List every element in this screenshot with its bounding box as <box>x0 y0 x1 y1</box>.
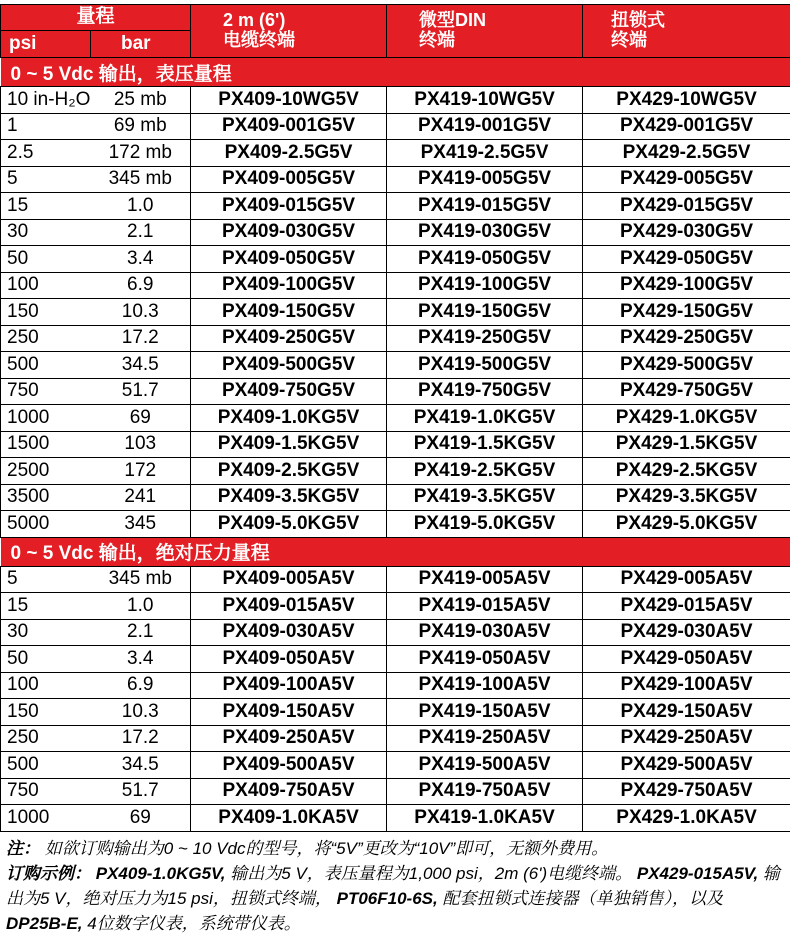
table-header <box>1 5 790 58</box>
din-model-cell: PX419-100G5V <box>387 272 583 299</box>
twist-model-cell: PX429-150G5V <box>583 299 790 326</box>
twist-model-cell: PX429-100A5V <box>583 672 790 699</box>
example-model-3: PT06F10-6S, <box>336 888 438 908</box>
section-header-row <box>1 537 790 566</box>
din-model-cell: PX419-050G5V <box>387 246 583 273</box>
psi-cell: 50 <box>1 646 91 673</box>
cable-model-cell: PX409-1.0KG5V <box>191 405 387 432</box>
cable-model-cell: PX409-050A5V <box>191 646 387 673</box>
bar-cell: 345 mb <box>91 566 191 593</box>
din-termination-header <box>387 5 583 58</box>
twist-model-cell: PX429-5.0KG5V <box>583 511 790 538</box>
twist-model-cell: PX429-015G5V <box>583 193 790 220</box>
cable-model-cell: PX409-10WG5V <box>191 87 387 114</box>
twist-model-cell: PX429-2.5KG5V <box>583 458 790 485</box>
section-title: 0 ~ 5 Vdc 输出，绝对压力量程 <box>1 537 790 566</box>
example-text-3: 配套扭锁式连接器（单独销售），以及 <box>442 888 723 908</box>
table-row <box>1 431 790 458</box>
table-row <box>1 299 790 326</box>
psi-cell: 100 <box>1 672 91 699</box>
twist-model-cell: PX429-500A5V <box>583 752 790 779</box>
twist-model-cell: PX429-10WG5V <box>583 87 790 114</box>
table-row <box>1 140 790 167</box>
psi-cell: 150 <box>1 699 91 726</box>
psi-cell: 1000 <box>1 405 91 432</box>
din-model-cell: PX419-005A5V <box>387 566 583 593</box>
bar-cell: 2.1 <box>91 219 191 246</box>
din-model-cell: PX419-750A5V <box>387 778 583 805</box>
bar-cell: 241 <box>91 484 191 511</box>
cable-model-cell: PX409-100A5V <box>191 672 387 699</box>
example-text-2: 输出为5 V，绝对压力为15 psi，扭锁式终端， <box>6 863 780 908</box>
din-model-cell: PX419-250A5V <box>387 725 583 752</box>
psi-cell: 5 <box>1 166 91 193</box>
bar-cell: 172 <box>91 458 191 485</box>
psi-cell: 3500 <box>1 484 91 511</box>
cable-model-cell: PX409-030A5V <box>191 619 387 646</box>
table-row <box>1 566 790 593</box>
table-row <box>1 672 790 699</box>
bar-cell: 2.1 <box>91 619 191 646</box>
bar-cell: 1.0 <box>91 593 191 620</box>
din-model-cell: PX419-050A5V <box>387 646 583 673</box>
bar-cell: 3.4 <box>91 646 191 673</box>
example-model-1: PX409-1.0KG5V, <box>95 863 226 883</box>
example-model-2: PX429-015A5V, <box>636 863 759 883</box>
din-model-cell: PX419-1.0KA5V <box>387 805 583 832</box>
psi-cell: 150 <box>1 299 91 326</box>
table-row <box>1 593 790 620</box>
din-model-cell: PX419-3.5KG5V <box>387 484 583 511</box>
psi-cell: 5000 <box>1 511 91 538</box>
table-row <box>1 352 790 379</box>
psi-cell: 2500 <box>1 458 91 485</box>
cable-model-cell: PX409-1.5KG5V <box>191 431 387 458</box>
bar-cell: 172 mb <box>91 140 191 167</box>
bar-cell: 34.5 <box>91 752 191 779</box>
bar-cell: 103 <box>91 431 191 458</box>
din-model-cell: PX419-100A5V <box>387 672 583 699</box>
table-row <box>1 646 790 673</box>
cable-model-cell: PX409-500G5V <box>191 352 387 379</box>
din-model-cell: PX419-015G5V <box>387 193 583 220</box>
order-example <box>6 861 784 936</box>
twist-model-cell: PX429-1.5KG5V <box>583 431 790 458</box>
bar-cell: 51.7 <box>91 378 191 405</box>
twist-model-cell: PX429-1.0KA5V <box>583 805 790 832</box>
din-model-cell: PX419-10WG5V <box>387 87 583 114</box>
twist-model-cell: PX429-250G5V <box>583 325 790 352</box>
cable-model-cell: PX409-015G5V <box>191 193 387 220</box>
din-header-line2: 终端 <box>419 30 456 50</box>
psi-cell: 10 in-H₂O <box>1 87 91 114</box>
din-model-cell: PX419-2.5KG5V <box>387 458 583 485</box>
twist-header-line1: 扭锁式 <box>611 10 666 30</box>
cable-model-cell: PX409-150G5V <box>191 299 387 326</box>
twist-model-cell: PX429-1.0KG5V <box>583 405 790 432</box>
bar-cell: 3.4 <box>91 246 191 273</box>
table-row <box>1 511 790 538</box>
cable-model-cell: PX409-001G5V <box>191 113 387 140</box>
bar-cell: 6.9 <box>91 272 191 299</box>
psi-header: psi <box>1 31 91 58</box>
cable-model-cell: PX409-005G5V <box>191 166 387 193</box>
twist-model-cell: PX429-050A5V <box>583 646 790 673</box>
din-model-cell: PX419-150A5V <box>387 699 583 726</box>
example-text-1: 输出为5 V，表压量程为1,000 psi，2m (6')电缆终端。 <box>230 863 633 883</box>
bar-cell: 1.0 <box>91 193 191 220</box>
cable-header-line2: 电缆终端 <box>223 30 296 50</box>
twist-model-cell: PX429-250A5V <box>583 725 790 752</box>
table-row <box>1 484 790 511</box>
twist-model-cell: PX429-3.5KG5V <box>583 484 790 511</box>
note-text: 如欲订购输出为0 ~ 10 Vdc的型号，将“5V”更改为“10V”即可，无额外费用。 <box>44 838 609 858</box>
psi-cell: 750 <box>1 778 91 805</box>
bar-cell: 69 <box>91 405 191 432</box>
twist-lock-termination-header <box>583 5 790 58</box>
bar-cell: 51.7 <box>91 778 191 805</box>
section-header-row <box>1 58 790 87</box>
psi-cell: 2.5 <box>1 140 91 167</box>
bar-cell: 17.2 <box>91 725 191 752</box>
twist-model-cell: PX429-005G5V <box>583 166 790 193</box>
example-model-4: DP25B-E, <box>6 913 83 933</box>
model-table <box>0 4 790 832</box>
din-model-cell: PX419-500A5V <box>387 752 583 779</box>
twist-model-cell: PX429-030G5V <box>583 219 790 246</box>
table-row <box>1 325 790 352</box>
cable-model-cell: PX409-2.5KG5V <box>191 458 387 485</box>
table-row <box>1 113 790 140</box>
psi-cell: 500 <box>1 352 91 379</box>
cable-model-cell: PX409-250A5V <box>191 725 387 752</box>
table-row <box>1 219 790 246</box>
din-model-cell: PX419-1.0KG5V <box>387 405 583 432</box>
psi-cell: 1 <box>1 113 91 140</box>
table-row <box>1 778 790 805</box>
table-row <box>1 458 790 485</box>
cable-model-cell: PX409-005A5V <box>191 566 387 593</box>
psi-cell: 250 <box>1 325 91 352</box>
psi-cell: 750 <box>1 378 91 405</box>
din-model-cell: PX419-250G5V <box>387 325 583 352</box>
bar-cell: 69 mb <box>91 113 191 140</box>
cable-model-cell: PX409-1.0KA5V <box>191 805 387 832</box>
psi-cell: 15 <box>1 593 91 620</box>
twist-model-cell: PX429-015A5V <box>583 593 790 620</box>
table-row <box>1 193 790 220</box>
cable-model-cell: PX409-015A5V <box>191 593 387 620</box>
table-row <box>1 725 790 752</box>
table-row <box>1 378 790 405</box>
bar-cell: 69 <box>91 805 191 832</box>
psi-cell: 100 <box>1 272 91 299</box>
cable-model-cell: PX409-050G5V <box>191 246 387 273</box>
bar-cell: 345 mb <box>91 166 191 193</box>
din-model-cell: PX419-750G5V <box>387 378 583 405</box>
twist-model-cell: PX429-750G5V <box>583 378 790 405</box>
bar-cell: 345 <box>91 511 191 538</box>
table-row <box>1 699 790 726</box>
twist-model-cell: PX429-050G5V <box>583 246 790 273</box>
bar-cell: 10.3 <box>91 299 191 326</box>
table-row <box>1 619 790 646</box>
cable-model-cell: PX409-500A5V <box>191 752 387 779</box>
table-row <box>1 805 790 832</box>
section-title: 0 ~ 5 Vdc 输出，表压量程 <box>1 58 790 87</box>
table-row <box>1 87 790 114</box>
cable-model-cell: PX409-750G5V <box>191 378 387 405</box>
cable-model-cell: PX409-750A5V <box>191 778 387 805</box>
din-model-cell: PX419-1.5KG5V <box>387 431 583 458</box>
din-model-cell: PX419-015A5V <box>387 593 583 620</box>
note-label: 注： <box>6 838 40 858</box>
table-row <box>1 752 790 779</box>
psi-cell: 500 <box>1 752 91 779</box>
psi-cell: 250 <box>1 725 91 752</box>
table-row <box>1 272 790 299</box>
cable-header-line1: 2 m (6') <box>223 10 286 30</box>
psi-cell: 1500 <box>1 431 91 458</box>
notes <box>0 832 790 936</box>
table-body <box>1 58 790 832</box>
din-model-cell: PX419-500G5V <box>387 352 583 379</box>
cable-termination-header <box>191 5 387 58</box>
cable-model-cell: PX409-3.5KG5V <box>191 484 387 511</box>
din-model-cell: PX419-030A5V <box>387 619 583 646</box>
psi-cell: 15 <box>1 193 91 220</box>
din-model-cell: PX419-5.0KG5V <box>387 511 583 538</box>
note-line <box>6 836 784 861</box>
cable-model-cell: PX409-100G5V <box>191 272 387 299</box>
cable-model-cell: PX409-2.5G5V <box>191 140 387 167</box>
twist-model-cell: PX429-100G5V <box>583 272 790 299</box>
example-label: 订购示例： <box>6 863 91 883</box>
table-row <box>1 166 790 193</box>
cable-model-cell: PX409-150A5V <box>191 699 387 726</box>
twist-model-cell: PX429-005A5V <box>583 566 790 593</box>
example-text-4: 4位数字仪表，系统带仪表。 <box>87 913 301 933</box>
bar-cell: 17.2 <box>91 325 191 352</box>
twist-model-cell: PX429-150A5V <box>583 699 790 726</box>
twist-model-cell: PX429-750A5V <box>583 778 790 805</box>
twist-model-cell: PX429-2.5G5V <box>583 140 790 167</box>
psi-cell: 50 <box>1 246 91 273</box>
bar-cell: 10.3 <box>91 699 191 726</box>
din-header-line1: 微型DIN <box>419 10 487 30</box>
cable-model-cell: PX409-250G5V <box>191 325 387 352</box>
cable-model-cell: PX409-5.0KG5V <box>191 511 387 538</box>
psi-cell: 5 <box>1 566 91 593</box>
table-row <box>1 246 790 273</box>
din-model-cell: PX419-150G5V <box>387 299 583 326</box>
twist-header-line2: 终端 <box>611 30 648 50</box>
table-row <box>1 405 790 432</box>
psi-cell: 30 <box>1 219 91 246</box>
din-model-cell: PX419-005G5V <box>387 166 583 193</box>
bar-cell: 34.5 <box>91 352 191 379</box>
din-model-cell: PX419-030G5V <box>387 219 583 246</box>
cable-model-cell: PX409-030G5V <box>191 219 387 246</box>
din-model-cell: PX419-001G5V <box>387 113 583 140</box>
bar-header: bar <box>91 31 191 58</box>
psi-cell: 30 <box>1 619 91 646</box>
twist-model-cell: PX429-500G5V <box>583 352 790 379</box>
bar-cell: 25 mb <box>91 87 191 114</box>
psi-cell: 1000 <box>1 805 91 832</box>
din-model-cell: PX419-2.5G5V <box>387 140 583 167</box>
twist-model-cell: PX429-001G5V <box>583 113 790 140</box>
range-header: 量程 <box>1 5 191 31</box>
twist-model-cell: PX429-030A5V <box>583 619 790 646</box>
bar-cell: 6.9 <box>91 672 191 699</box>
